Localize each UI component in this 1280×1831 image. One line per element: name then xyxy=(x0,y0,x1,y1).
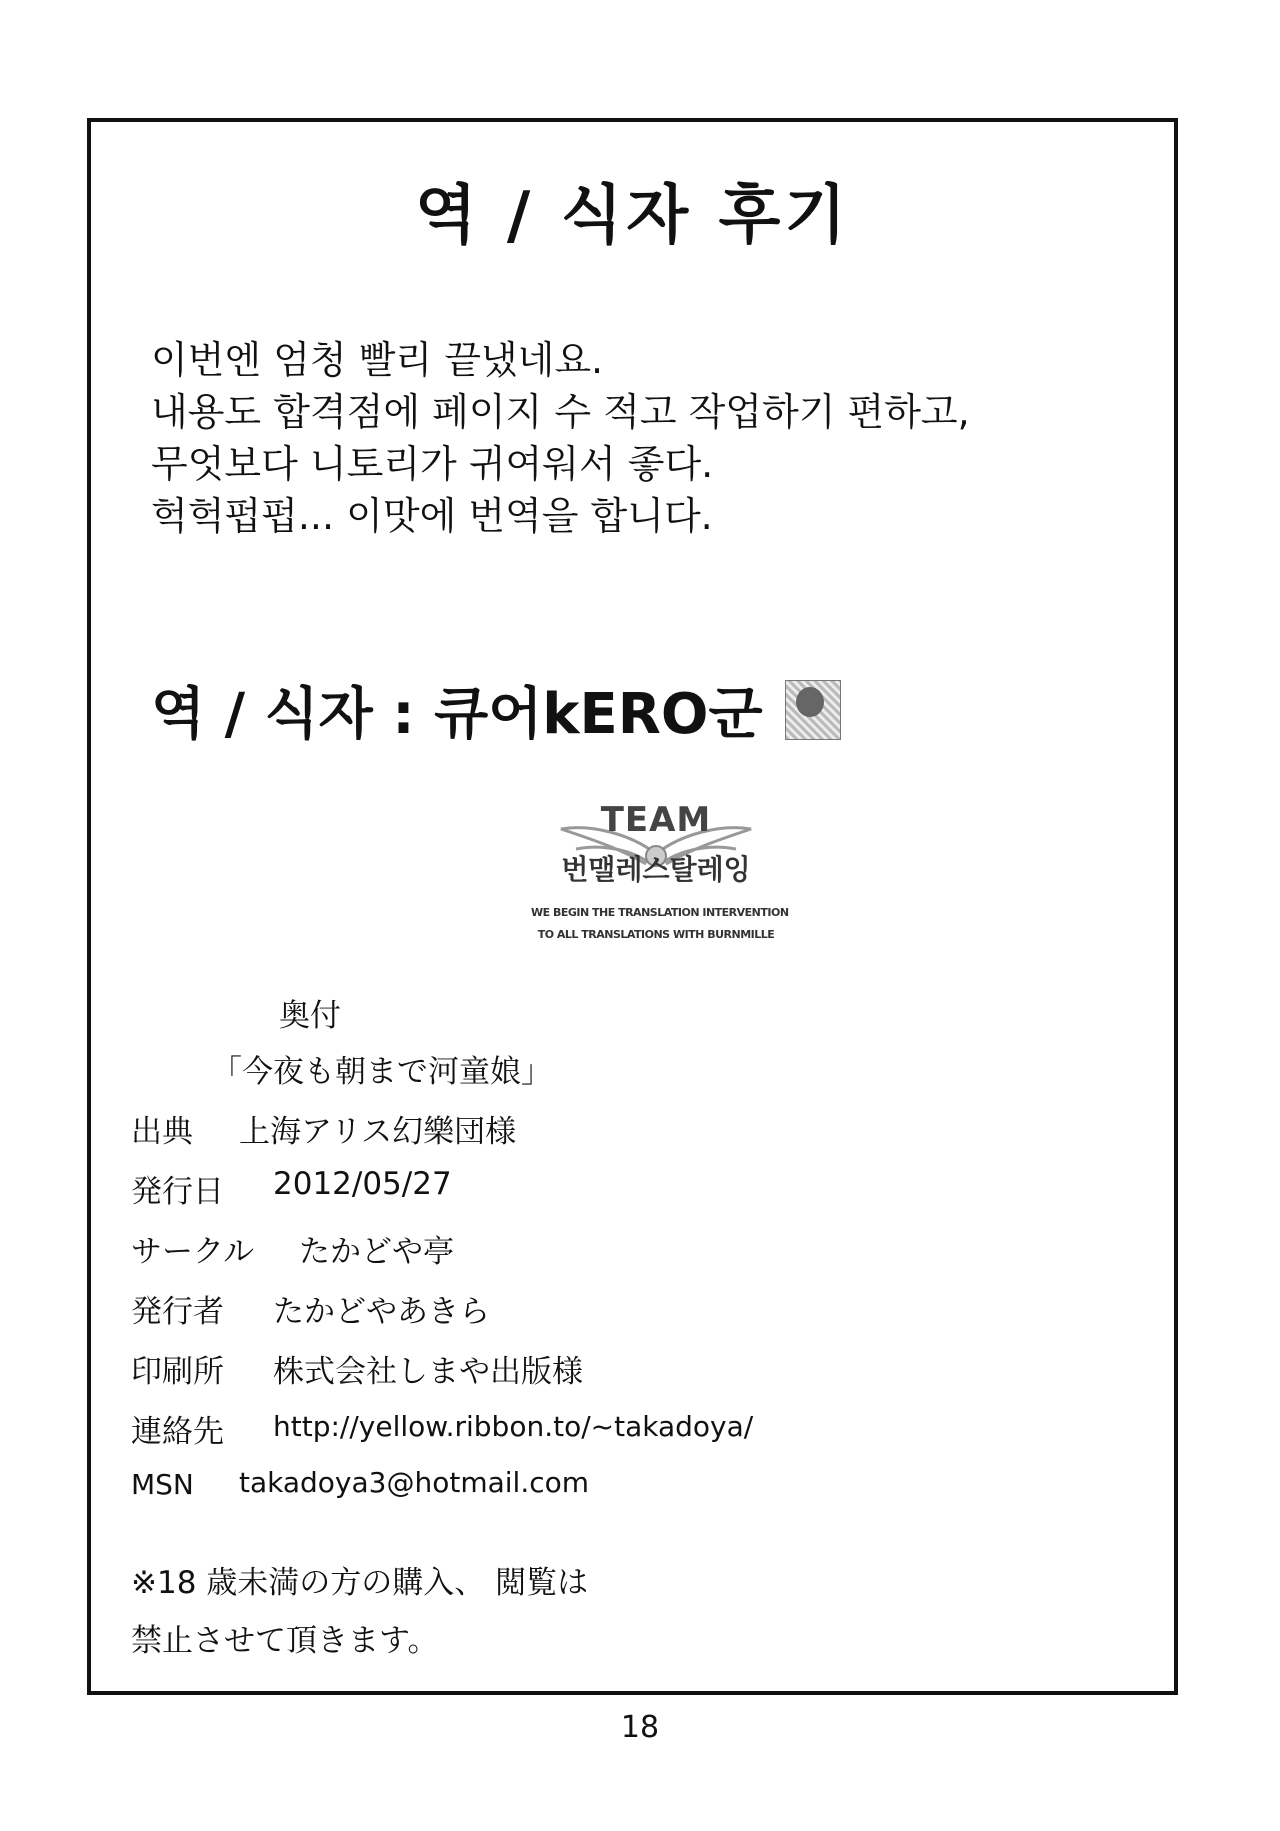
row-value: 株式会社しまや出版様 xyxy=(273,1354,583,1390)
work-title: 「今夜も朝まで河童娘」 xyxy=(211,1054,552,1090)
colophon-row-circle xyxy=(131,1226,454,1271)
credit-text: 역 / 식자 : 큐어kERO군 xyxy=(151,682,763,747)
colophon-row-source xyxy=(131,1106,517,1151)
row-label: 出典 xyxy=(131,1114,193,1150)
age-notice xyxy=(131,1554,588,1670)
row-value: たかどや亭 xyxy=(299,1234,454,1270)
notice-line: 禁止させて頂きます。 xyxy=(131,1623,439,1659)
team-word: TEAM xyxy=(600,800,712,840)
contact-link[interactable]: http://yellow.ribbon.to/~takadoya/ xyxy=(273,1410,754,1443)
note-line: 내용도 합격점에 페이지 수 적고 작업하기 편하고, xyxy=(151,390,970,434)
email-link[interactable]: takadoya3@hotmail.com xyxy=(239,1466,590,1499)
row-value: たかどやあきら xyxy=(273,1294,490,1330)
row-label: 発行者 xyxy=(131,1294,224,1330)
team-logo xyxy=(531,794,789,974)
note-line: 이번엔 엄청 빨리 끝냈네요. xyxy=(151,338,604,382)
note-line: 헉헉펍펍... 이맛에 번역을 합니다. xyxy=(151,494,713,538)
page-frame xyxy=(87,118,1178,1695)
page-title: 역 / 식자 후기 xyxy=(414,179,851,253)
colophon-row-publisher xyxy=(131,1286,490,1331)
row-label: 印刷所 xyxy=(131,1354,224,1390)
avatar-icon xyxy=(785,680,841,740)
colophon-row-contact xyxy=(131,1406,754,1451)
row-label: 発行日 xyxy=(131,1174,224,1210)
team-slogan: TO ALL TRANSLATIONS WITH BURNMILLE xyxy=(537,928,775,941)
team-name: 번맬레스탈레잉 xyxy=(561,853,751,886)
colophon-heading: 奥付 xyxy=(279,998,341,1034)
row-label: 連絡先 xyxy=(131,1414,224,1450)
row-value: 上海アリス幻樂団様 xyxy=(239,1114,517,1150)
row-label: MSN xyxy=(131,1468,194,1501)
translator-notes xyxy=(151,334,970,542)
colophon-row-printer xyxy=(131,1346,583,1391)
translator-credit xyxy=(151,670,841,750)
colophon-row-msn xyxy=(131,1466,590,1502)
team-slogan: WE BEGIN THE TRANSLATION INTERVENTION xyxy=(531,906,789,919)
page-number: 18 xyxy=(620,1710,660,1745)
notice-line: ※18 歳未満の方の購入、 閲覧は xyxy=(131,1565,589,1601)
note-line: 무엇보다 니토리가 귀여워서 좋다. xyxy=(151,442,714,486)
colophon-row-date xyxy=(131,1166,452,1211)
row-label: サークル xyxy=(131,1234,255,1270)
row-value: 2012/05/27 xyxy=(273,1166,452,1202)
